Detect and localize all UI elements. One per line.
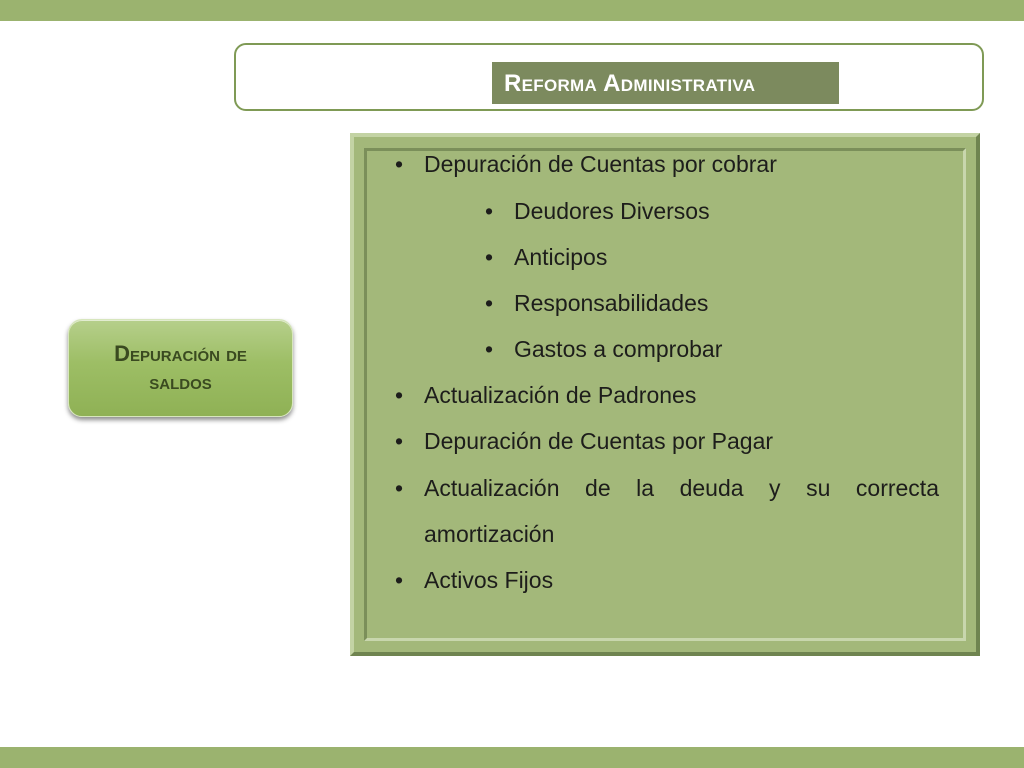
top-accent-band bbox=[0, 0, 1024, 21]
bullet-marker: • bbox=[395, 428, 404, 454]
list-item-text: Depuración de Cuentas por Pagar bbox=[424, 428, 774, 454]
bullet-marker: • bbox=[395, 382, 404, 408]
slide-title: Reforma Administrativa bbox=[492, 62, 839, 104]
bullet-marker: • bbox=[395, 567, 404, 593]
list-item-text: Actualización de Padrones bbox=[424, 382, 697, 408]
button-label-line1: Depuración de bbox=[114, 341, 247, 366]
list-item-text: Depuración de Cuentas por cobrar bbox=[424, 151, 777, 177]
depuracion-saldos-button[interactable] bbox=[68, 319, 293, 417]
list-item-text: Responsabilidades bbox=[514, 290, 709, 316]
list-item-text: Gastos a comprobar bbox=[514, 336, 723, 362]
bullet-marker: • bbox=[485, 336, 494, 362]
bullet-marker: • bbox=[395, 475, 404, 501]
content-panel-inner-frame bbox=[364, 148, 966, 641]
bullet-marker: • bbox=[485, 198, 494, 224]
bullet-marker: • bbox=[485, 244, 494, 270]
list-item-text: Anticipos bbox=[514, 244, 608, 270]
bullet-marker: • bbox=[395, 151, 404, 177]
list-item-text: Activos Fijos bbox=[424, 567, 554, 593]
list-item-text: Deudores Diversos bbox=[514, 198, 710, 224]
bottom-accent-band bbox=[0, 747, 1024, 768]
list-item-text: Actualización de la deuda y su correcta amortización bbox=[424, 475, 939, 547]
bullet-marker: • bbox=[485, 290, 494, 316]
button-label-line2: saldos bbox=[149, 369, 212, 394]
